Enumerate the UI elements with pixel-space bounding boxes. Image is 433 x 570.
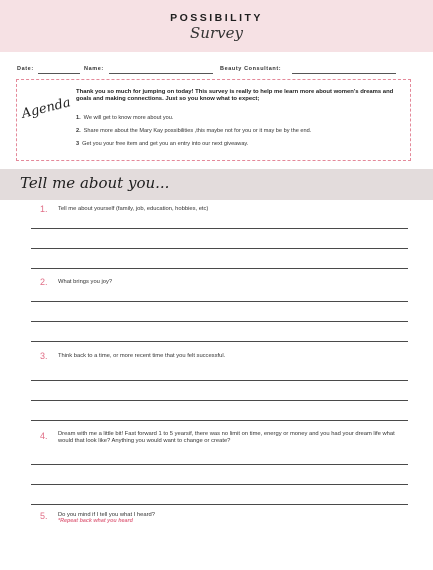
agenda-item-number: 3 — [76, 141, 80, 147]
agenda-item-text: Share more about the Mary Kay possibilities ,this maybe not for you or it may be by the end. — [83, 128, 312, 134]
agenda-intro: Thank you so much for jumping on today! This survey is really to help me learn more about women's dreams and goals and making connections. Just so you know what to expect; — [76, 89, 394, 102]
question-text: Tell me about yourself (family, job, education, hobbies, etc) — [58, 206, 209, 212]
page-title: POSSIBILITY — [170, 12, 263, 24]
consultant-label: Beauty Consultant: — [220, 66, 282, 72]
name-field[interactable] — [109, 73, 213, 74]
question-number: 3. — [40, 351, 48, 361]
agenda-item-text: We will get to know more about you. — [83, 115, 174, 121]
answer-line[interactable] — [31, 321, 408, 322]
answer-line[interactable] — [31, 484, 408, 485]
answer-line[interactable] — [31, 248, 408, 249]
question-text: Do you mind if I tell you what I heard? — [58, 512, 155, 518]
question-number: 5. — [40, 511, 48, 521]
agenda-item-text: Get you your free item and get you an entry into our next giveaway. — [82, 141, 249, 147]
answer-line[interactable] — [31, 301, 408, 302]
question-hint: *Repeat back what you heard — [58, 518, 133, 524]
question-number: 4. — [40, 431, 48, 441]
date-field[interactable] — [38, 73, 80, 74]
question-text: What brings you joy? — [58, 279, 113, 285]
answer-line[interactable] — [31, 464, 408, 465]
agenda-label: Agenda — [20, 95, 73, 122]
answer-line[interactable] — [31, 341, 408, 342]
answer-line[interactable] — [31, 268, 408, 269]
agenda-item-number: 1. — [76, 115, 81, 121]
agenda-item — [76, 141, 248, 147]
consultant-field[interactable] — [292, 73, 396, 74]
question-number: 1. — [40, 204, 48, 214]
agenda-item — [76, 128, 311, 134]
question-text: Think back to a time, or more recent time that you felt successful. — [58, 353, 226, 359]
section-title: Tell me about you... — [20, 174, 170, 192]
page-subtitle: Survey — [190, 24, 243, 42]
info-fields — [17, 66, 417, 76]
name-label: Name: — [84, 66, 104, 72]
answer-line[interactable] — [31, 400, 408, 401]
answer-line[interactable] — [31, 420, 408, 421]
agenda-item — [76, 115, 173, 121]
answer-line[interactable] — [31, 504, 408, 505]
agenda-item-number: 2. — [76, 128, 81, 134]
question-number: 2. — [40, 277, 48, 287]
date-label: Date: — [17, 66, 34, 72]
answer-line[interactable] — [31, 228, 408, 229]
answer-line[interactable] — [31, 380, 408, 381]
question-text: Dream with me a little bit! Fast forward 1 to 5 yearsif, there was no limit on time, energy or money and you had your dream life what would that look like? Anything you would want to change or create? — [58, 431, 395, 444]
